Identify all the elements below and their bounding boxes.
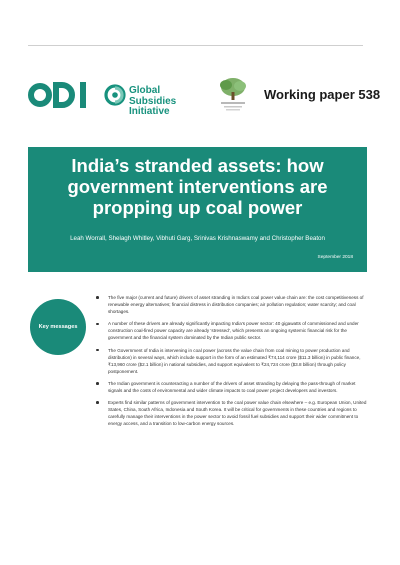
brand-row (28, 76, 381, 118)
gsi-logo-icon (104, 84, 126, 106)
iisd-logo-icon (216, 76, 250, 116)
top-rule (28, 45, 363, 46)
list-item (96, 294, 368, 315)
working-paper-label: Working paper 538 (264, 87, 381, 102)
gsi-logo-text: Global Subsidies Initiative (129, 85, 177, 117)
title-banner (28, 147, 367, 272)
list-item (96, 347, 368, 375)
list-item (96, 380, 368, 394)
key-messages-badge (30, 299, 86, 355)
authors: Leah Worrall, Shelagh Whitley, Vibhuti Garg, Srinivas Krishnaswamy and Christopher Beaton (70, 235, 325, 242)
report-title: India’s stranded assets: how government interventions are propping up coal power (67, 155, 328, 218)
list-item-text: A number of these drivers are already significantly impacting India’s power sector: 40 gigawatts of commissioned and under construction coal-fired power capacity are already ‘stressed’, which presents an ongoing systemic financial risk for the government and the financial system dominated by the Indian public sector. (108, 321, 359, 341)
list-item (96, 320, 368, 341)
list-item (96, 399, 368, 427)
bullet-icon (96, 349, 99, 352)
list-item-text: The five major (current and future) drivers of asset stranding in India’s coal power value chain are: the cost competitiveness of renewable energy alternatives; financial distress in distribution companies; air pollution regulation; water scarcity; and coal shortages. (108, 295, 364, 315)
list-item-text: The Government of India is intervening in coal power (across the value chain from coal mining to power production and distribution) in several ways, which include support in the form of an estimated ₹74,114 crore ($11.3 billion) in public finance, ₹13,960 crore ($2.1 billion) in national subsidies, and support equivalent to ₹24,724 crore ($3.8 billion) through policy postponement. (108, 347, 361, 374)
bullet-icon (96, 401, 99, 404)
list-item-text: Experts find similar patterns of government intervention to the coal power value chain elsewhere – e.g. European Union, United States, China, South Africa, Indonesia and South Korea. It will be critical for governments in these countries and regions to carefully manage their interventions in the power sector to avoid fossil fuel subsidies and support their wider commitment to energy access, and a transition to low-carbon energy sources. (108, 400, 367, 427)
bullet-icon (96, 296, 99, 299)
bullet-icon (96, 323, 99, 326)
key-messages-list (96, 294, 368, 433)
publication-date: September 2018 (317, 255, 353, 260)
odi-logo (28, 82, 98, 108)
bullet-icon (96, 382, 99, 385)
list-item-text: The Indian government is counteracting a number of the drivers of asset stranding by delaying the pass-through of market signals and the costs of environmental and wider climate impacts to coal power project developers and investors. (108, 380, 356, 394)
key-messages-label: Key messages (38, 324, 78, 330)
